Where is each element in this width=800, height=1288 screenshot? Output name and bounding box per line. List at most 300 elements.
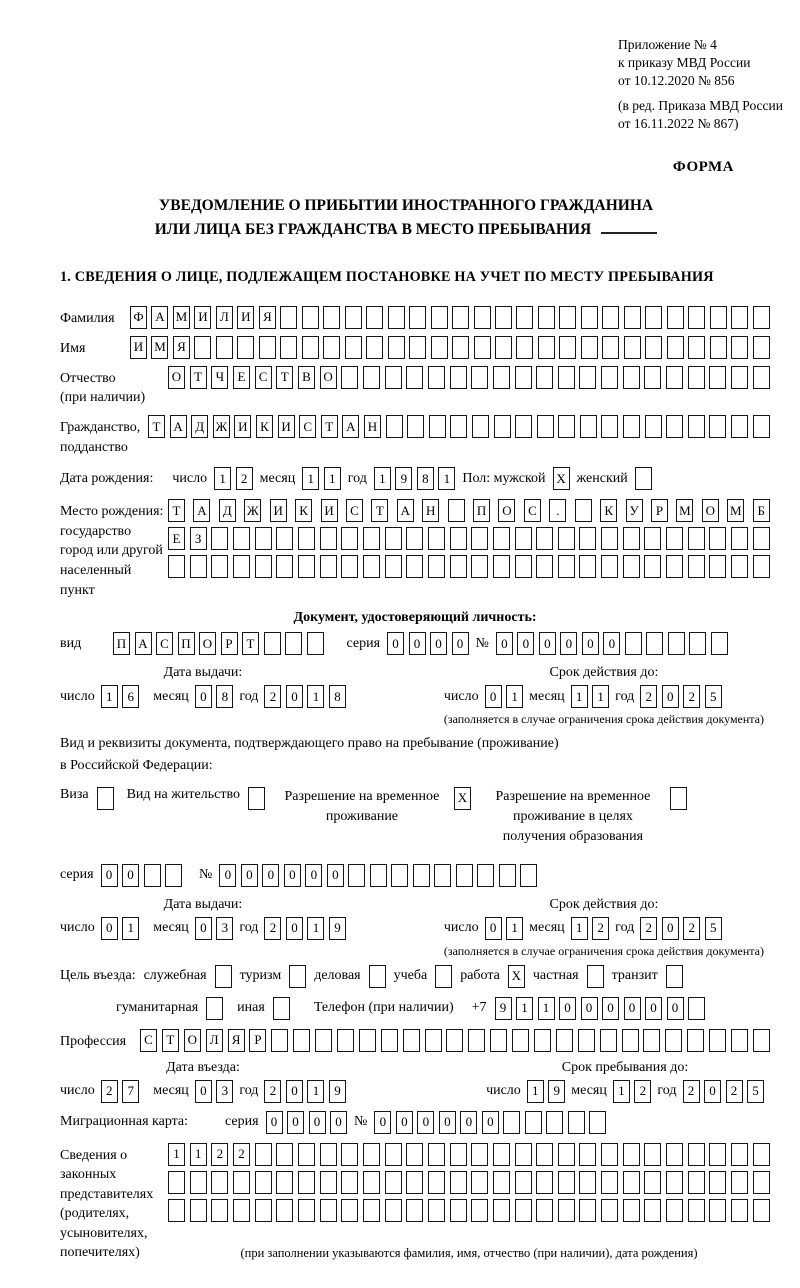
char-cell[interactable]: [363, 527, 380, 550]
char-cell[interactable]: [688, 415, 705, 438]
char-cell[interactable]: 0: [667, 997, 684, 1020]
char-cell[interactable]: [688, 555, 705, 578]
char-cell[interactable]: Е: [233, 366, 250, 389]
char-cell[interactable]: [499, 864, 516, 887]
char-cell[interactable]: Б: [753, 499, 770, 522]
char-cell[interactable]: X: [508, 965, 525, 988]
char-cell[interactable]: [341, 527, 358, 550]
char-cell[interactable]: [601, 366, 618, 389]
char-cell[interactable]: [665, 1029, 682, 1052]
char-cell[interactable]: [753, 555, 770, 578]
char-cell[interactable]: М: [173, 306, 190, 329]
char-cell[interactable]: 2: [264, 1080, 281, 1103]
char-cell[interactable]: [341, 1171, 358, 1194]
char-cell[interactable]: [237, 336, 254, 359]
char-cell[interactable]: [428, 1143, 445, 1166]
char-cell[interactable]: Я: [259, 306, 276, 329]
char-cell[interactable]: 0: [330, 1111, 347, 1134]
char-cell[interactable]: 1: [438, 467, 455, 490]
char-cell[interactable]: И: [270, 499, 287, 522]
char-cell[interactable]: X: [454, 787, 471, 810]
char-cell[interactable]: [276, 1171, 293, 1194]
char-cell[interactable]: К: [600, 499, 617, 522]
char-cell[interactable]: [624, 306, 641, 329]
char-cell[interactable]: [385, 1171, 402, 1194]
char-cell[interactable]: [643, 1029, 660, 1052]
char-cell[interactable]: [534, 1029, 551, 1052]
char-cell[interactable]: [515, 1199, 532, 1222]
char-cell[interactable]: [448, 499, 465, 522]
char-cell[interactable]: [537, 415, 554, 438]
char-cell[interactable]: И: [321, 499, 338, 522]
char-cell[interactable]: [493, 1143, 510, 1166]
char-cell[interactable]: [601, 1171, 618, 1194]
char-cell[interactable]: 0: [305, 864, 322, 887]
char-cell[interactable]: [285, 632, 302, 655]
char-cell[interactable]: 1: [506, 685, 523, 708]
char-cell[interactable]: [194, 336, 211, 359]
char-cell[interactable]: 0: [602, 997, 619, 1020]
char-cell[interactable]: 0: [452, 632, 469, 655]
char-cell[interactable]: [601, 555, 618, 578]
char-cell[interactable]: [348, 864, 365, 887]
char-cell[interactable]: [753, 1143, 770, 1166]
char-cell[interactable]: [601, 1199, 618, 1222]
char-cell[interactable]: [233, 527, 250, 550]
char-cell[interactable]: Д: [191, 415, 208, 438]
char-cell[interactable]: [477, 864, 494, 887]
char-cell[interactable]: 2: [264, 685, 281, 708]
char-cell[interactable]: [406, 1199, 423, 1222]
char-cell[interactable]: О: [168, 366, 185, 389]
char-cell[interactable]: 0: [539, 632, 556, 655]
char-cell[interactable]: 2: [592, 917, 609, 940]
char-cell[interactable]: [753, 336, 770, 359]
char-cell[interactable]: [666, 965, 683, 988]
char-cell[interactable]: [434, 864, 451, 887]
char-cell[interactable]: [731, 366, 748, 389]
char-cell[interactable]: 1: [307, 917, 324, 940]
char-cell[interactable]: [168, 555, 185, 578]
char-cell[interactable]: Т: [242, 632, 259, 655]
char-cell[interactable]: А: [170, 415, 187, 438]
char-cell[interactable]: 1: [516, 997, 533, 1020]
char-cell[interactable]: [495, 306, 512, 329]
char-cell[interactable]: [666, 415, 683, 438]
char-cell[interactable]: [273, 997, 290, 1020]
char-cell[interactable]: [315, 1029, 332, 1052]
char-cell[interactable]: 0: [101, 917, 118, 940]
char-cell[interactable]: [233, 555, 250, 578]
char-cell[interactable]: [345, 336, 362, 359]
char-cell[interactable]: [558, 1199, 575, 1222]
char-cell[interactable]: [255, 1199, 272, 1222]
char-cell[interactable]: 1: [538, 997, 555, 1020]
char-cell[interactable]: [710, 306, 727, 329]
char-cell[interactable]: [559, 336, 576, 359]
char-cell[interactable]: О: [199, 632, 216, 655]
char-cell[interactable]: 0: [581, 997, 598, 1020]
char-cell[interactable]: [259, 336, 276, 359]
char-cell[interactable]: [623, 366, 640, 389]
char-cell[interactable]: [688, 1143, 705, 1166]
char-cell[interactable]: [495, 336, 512, 359]
char-cell[interactable]: 0: [286, 1080, 303, 1103]
char-cell[interactable]: Р: [221, 632, 238, 655]
char-cell[interactable]: [689, 632, 706, 655]
char-cell[interactable]: [623, 527, 640, 550]
char-cell[interactable]: [255, 1171, 272, 1194]
char-cell[interactable]: [753, 527, 770, 550]
char-cell[interactable]: [471, 555, 488, 578]
char-cell[interactable]: [667, 306, 684, 329]
char-cell[interactable]: У: [626, 499, 643, 522]
char-cell[interactable]: [688, 306, 705, 329]
char-cell[interactable]: 1: [571, 685, 588, 708]
char-cell[interactable]: [298, 1199, 315, 1222]
char-cell[interactable]: [298, 1171, 315, 1194]
char-cell[interactable]: [666, 1199, 683, 1222]
char-cell[interactable]: [471, 1199, 488, 1222]
char-cell[interactable]: А: [135, 632, 152, 655]
char-cell[interactable]: С: [346, 499, 363, 522]
char-cell[interactable]: [600, 1029, 617, 1052]
char-cell[interactable]: 0: [241, 864, 258, 887]
char-cell[interactable]: 0: [287, 1111, 304, 1134]
char-cell[interactable]: Д: [219, 499, 236, 522]
char-cell[interactable]: [644, 1143, 661, 1166]
char-cell[interactable]: [168, 1171, 185, 1194]
char-cell[interactable]: С: [156, 632, 173, 655]
char-cell[interactable]: [276, 527, 293, 550]
char-cell[interactable]: 0: [122, 864, 139, 887]
char-cell[interactable]: [688, 366, 705, 389]
char-cell[interactable]: 0: [262, 864, 279, 887]
char-cell[interactable]: [168, 1199, 185, 1222]
char-cell[interactable]: [516, 336, 533, 359]
char-cell[interactable]: О: [498, 499, 515, 522]
char-cell[interactable]: [688, 1171, 705, 1194]
char-cell[interactable]: [688, 527, 705, 550]
char-cell[interactable]: [450, 415, 467, 438]
char-cell[interactable]: 0: [309, 1111, 326, 1134]
char-cell[interactable]: [731, 1199, 748, 1222]
char-cell[interactable]: [623, 555, 640, 578]
char-cell[interactable]: [271, 1029, 288, 1052]
char-cell[interactable]: [644, 555, 661, 578]
char-cell[interactable]: 1: [324, 467, 341, 490]
char-cell[interactable]: [450, 555, 467, 578]
char-cell[interactable]: [666, 555, 683, 578]
char-cell[interactable]: [602, 306, 619, 329]
char-cell[interactable]: 3: [216, 1080, 233, 1103]
char-cell[interactable]: [645, 415, 662, 438]
char-cell[interactable]: [144, 864, 161, 887]
char-cell[interactable]: [646, 632, 663, 655]
char-cell[interactable]: 1: [302, 467, 319, 490]
char-cell[interactable]: [709, 1199, 726, 1222]
char-cell[interactable]: [709, 415, 726, 438]
char-cell[interactable]: [558, 366, 575, 389]
char-cell[interactable]: 5: [705, 917, 722, 940]
char-cell[interactable]: [216, 336, 233, 359]
char-cell[interactable]: 9: [548, 1080, 565, 1103]
char-cell[interactable]: [97, 787, 114, 810]
char-cell[interactable]: В: [298, 366, 315, 389]
char-cell[interactable]: [525, 1111, 542, 1134]
char-cell[interactable]: [558, 555, 575, 578]
char-cell[interactable]: [298, 1143, 315, 1166]
char-cell[interactable]: 9: [329, 917, 346, 940]
char-cell[interactable]: [558, 415, 575, 438]
char-cell[interactable]: [731, 555, 748, 578]
char-cell[interactable]: [428, 1171, 445, 1194]
char-cell[interactable]: [385, 366, 402, 389]
char-cell[interactable]: З: [190, 527, 207, 550]
char-cell[interactable]: М: [151, 336, 168, 359]
char-cell[interactable]: [666, 366, 683, 389]
char-cell[interactable]: И: [234, 415, 251, 438]
char-cell[interactable]: [320, 527, 337, 550]
char-cell[interactable]: [623, 415, 640, 438]
char-cell[interactable]: [233, 1199, 250, 1222]
char-cell[interactable]: Т: [190, 366, 207, 389]
char-cell[interactable]: [490, 1029, 507, 1052]
char-cell[interactable]: 0: [219, 864, 236, 887]
char-cell[interactable]: [431, 336, 448, 359]
char-cell[interactable]: И: [278, 415, 295, 438]
char-cell[interactable]: [579, 527, 596, 550]
char-cell[interactable]: [709, 555, 726, 578]
char-cell[interactable]: Я: [173, 336, 190, 359]
char-cell[interactable]: [165, 864, 182, 887]
char-cell[interactable]: 2: [264, 917, 281, 940]
char-cell[interactable]: [623, 1171, 640, 1194]
char-cell[interactable]: [471, 366, 488, 389]
char-cell[interactable]: 0: [496, 632, 513, 655]
char-cell[interactable]: [601, 415, 618, 438]
char-cell[interactable]: 3: [216, 917, 233, 940]
char-cell[interactable]: [323, 336, 340, 359]
char-cell[interactable]: [450, 1143, 467, 1166]
char-cell[interactable]: Н: [422, 499, 439, 522]
char-cell[interactable]: [276, 1143, 293, 1166]
char-cell[interactable]: 0: [485, 685, 502, 708]
char-cell[interactable]: 0: [266, 1111, 283, 1134]
char-cell[interactable]: [688, 336, 705, 359]
char-cell[interactable]: 8: [329, 685, 346, 708]
char-cell[interactable]: 1: [506, 917, 523, 940]
char-cell[interactable]: [452, 306, 469, 329]
char-cell[interactable]: [709, 1029, 726, 1052]
char-cell[interactable]: 6: [122, 685, 139, 708]
char-cell[interactable]: 2: [640, 917, 657, 940]
char-cell[interactable]: [366, 306, 383, 329]
char-cell[interactable]: [515, 555, 532, 578]
char-cell[interactable]: [753, 1199, 770, 1222]
char-cell[interactable]: [512, 1029, 529, 1052]
char-cell[interactable]: [644, 527, 661, 550]
char-cell[interactable]: С: [299, 415, 316, 438]
char-cell[interactable]: [409, 336, 426, 359]
char-cell[interactable]: 0: [195, 1080, 212, 1103]
char-cell[interactable]: 0: [374, 1111, 391, 1134]
char-cell[interactable]: [667, 336, 684, 359]
char-cell[interactable]: [388, 336, 405, 359]
char-cell[interactable]: [337, 1029, 354, 1052]
char-cell[interactable]: О: [702, 499, 719, 522]
char-cell[interactable]: 9: [395, 467, 412, 490]
char-cell[interactable]: [668, 632, 685, 655]
char-cell[interactable]: [493, 1171, 510, 1194]
char-cell[interactable]: 0: [482, 1111, 499, 1134]
char-cell[interactable]: [645, 306, 662, 329]
char-cell[interactable]: 0: [582, 632, 599, 655]
char-cell[interactable]: [366, 336, 383, 359]
char-cell[interactable]: Т: [276, 366, 293, 389]
char-cell[interactable]: [666, 1171, 683, 1194]
char-cell[interactable]: [363, 555, 380, 578]
char-cell[interactable]: А: [151, 306, 168, 329]
char-cell[interactable]: [558, 1143, 575, 1166]
char-cell[interactable]: 0: [409, 632, 426, 655]
char-cell[interactable]: [601, 1143, 618, 1166]
char-cell[interactable]: [341, 1143, 358, 1166]
char-cell[interactable]: Р: [249, 1029, 266, 1052]
char-cell[interactable]: [709, 1171, 726, 1194]
char-cell[interactable]: Т: [371, 499, 388, 522]
char-cell[interactable]: [601, 527, 618, 550]
char-cell[interactable]: [255, 527, 272, 550]
char-cell[interactable]: 1: [122, 917, 139, 940]
char-cell[interactable]: [623, 1143, 640, 1166]
char-cell[interactable]: [579, 555, 596, 578]
char-cell[interactable]: 0: [387, 632, 404, 655]
char-cell[interactable]: [381, 1029, 398, 1052]
char-cell[interactable]: [587, 965, 604, 988]
char-cell[interactable]: [536, 527, 553, 550]
char-cell[interactable]: [429, 415, 446, 438]
char-cell[interactable]: [385, 527, 402, 550]
char-cell[interactable]: [709, 366, 726, 389]
char-cell[interactable]: [215, 965, 232, 988]
char-cell[interactable]: А: [342, 415, 359, 438]
char-cell[interactable]: [248, 787, 265, 810]
char-cell[interactable]: 2: [101, 1080, 118, 1103]
char-cell[interactable]: [431, 306, 448, 329]
char-cell[interactable]: [515, 527, 532, 550]
char-cell[interactable]: [645, 336, 662, 359]
char-cell[interactable]: [211, 1199, 228, 1222]
char-cell[interactable]: 2: [726, 1080, 743, 1103]
char-cell[interactable]: [538, 336, 555, 359]
char-cell[interactable]: [666, 527, 683, 550]
char-cell[interactable]: 8: [216, 685, 233, 708]
char-cell[interactable]: [206, 997, 223, 1020]
char-cell[interactable]: Ф: [130, 306, 147, 329]
char-cell[interactable]: [428, 1199, 445, 1222]
char-cell[interactable]: 0: [286, 917, 303, 940]
char-cell[interactable]: [602, 336, 619, 359]
char-cell[interactable]: [515, 366, 532, 389]
char-cell[interactable]: [320, 1171, 337, 1194]
char-cell[interactable]: К: [256, 415, 273, 438]
char-cell[interactable]: Ж: [244, 499, 261, 522]
char-cell[interactable]: [753, 1029, 770, 1052]
char-cell[interactable]: [428, 555, 445, 578]
char-cell[interactable]: 1: [168, 1143, 185, 1166]
char-cell[interactable]: 5: [747, 1080, 764, 1103]
char-cell[interactable]: [425, 1029, 442, 1052]
char-cell[interactable]: Л: [206, 1029, 223, 1052]
char-cell[interactable]: 1: [613, 1080, 630, 1103]
char-cell[interactable]: П: [113, 632, 130, 655]
char-cell[interactable]: 0: [560, 632, 577, 655]
char-cell[interactable]: 0: [396, 1111, 413, 1134]
char-cell[interactable]: [575, 499, 592, 522]
char-cell[interactable]: О: [320, 366, 337, 389]
char-cell[interactable]: [190, 1199, 207, 1222]
char-cell[interactable]: [753, 1171, 770, 1194]
char-cell[interactable]: [515, 1171, 532, 1194]
char-cell[interactable]: [369, 965, 386, 988]
char-cell[interactable]: [625, 632, 642, 655]
char-cell[interactable]: 0: [662, 685, 679, 708]
char-cell[interactable]: [579, 1199, 596, 1222]
char-cell[interactable]: [280, 306, 297, 329]
char-cell[interactable]: [428, 366, 445, 389]
char-cell[interactable]: [493, 527, 510, 550]
char-cell[interactable]: 0: [286, 685, 303, 708]
char-cell[interactable]: 1: [374, 467, 391, 490]
char-cell[interactable]: [409, 306, 426, 329]
char-cell[interactable]: 0: [439, 1111, 456, 1134]
char-cell[interactable]: 2: [634, 1080, 651, 1103]
char-cell[interactable]: [407, 415, 424, 438]
char-cell[interactable]: [731, 527, 748, 550]
char-cell[interactable]: [581, 306, 598, 329]
char-cell[interactable]: П: [178, 632, 195, 655]
char-cell[interactable]: [298, 527, 315, 550]
char-cell[interactable]: [493, 1199, 510, 1222]
char-cell[interactable]: [687, 1029, 704, 1052]
char-cell[interactable]: .: [549, 499, 566, 522]
char-cell[interactable]: [622, 1029, 639, 1052]
char-cell[interactable]: О: [184, 1029, 201, 1052]
char-cell[interactable]: [450, 527, 467, 550]
char-cell[interactable]: Л: [216, 306, 233, 329]
char-cell[interactable]: Т: [321, 415, 338, 438]
char-cell[interactable]: 0: [430, 632, 447, 655]
char-cell[interactable]: [446, 1029, 463, 1052]
char-cell[interactable]: [520, 864, 537, 887]
char-cell[interactable]: [406, 366, 423, 389]
char-cell[interactable]: [391, 864, 408, 887]
char-cell[interactable]: [386, 415, 403, 438]
char-cell[interactable]: [579, 1171, 596, 1194]
char-cell[interactable]: 0: [603, 632, 620, 655]
char-cell[interactable]: [406, 555, 423, 578]
char-cell[interactable]: [388, 306, 405, 329]
char-cell[interactable]: 1: [214, 467, 231, 490]
char-cell[interactable]: 8: [417, 467, 434, 490]
char-cell[interactable]: [472, 415, 489, 438]
char-cell[interactable]: 1: [571, 917, 588, 940]
char-cell[interactable]: [688, 1199, 705, 1222]
char-cell[interactable]: [385, 555, 402, 578]
char-cell[interactable]: Т: [162, 1029, 179, 1052]
char-cell[interactable]: [413, 864, 430, 887]
